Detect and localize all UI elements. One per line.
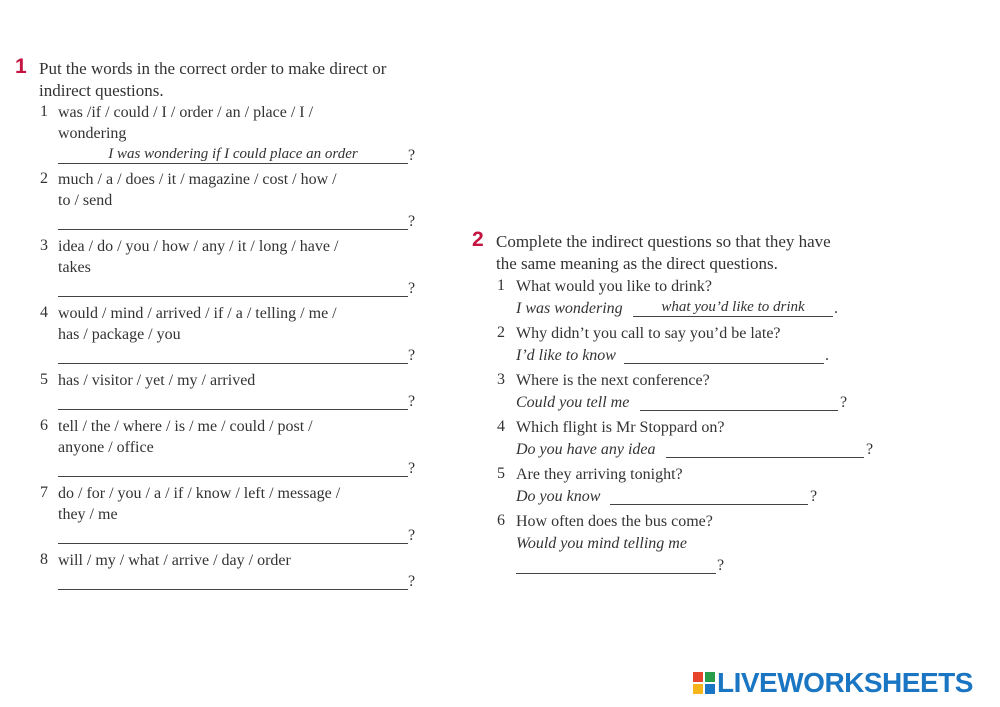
ex1-item-8-number: 8 — [40, 551, 48, 568]
ex1-item-4-number: 4 — [40, 304, 48, 321]
ex2-item-5-question: Are they arriving tonight? — [516, 466, 683, 483]
ex2-item-4-answer-field[interactable] — [666, 457, 864, 458]
ex1-item-6-words-line-2: anyone / office — [58, 439, 154, 456]
ex1-item-6-words-line-1: tell / the / where / is / me / could / post / — [58, 418, 313, 435]
ex1-item-1-question-mark: ? — [408, 147, 416, 164]
ex2-item-1-prompt: I was wondering — [516, 300, 623, 317]
ex2-item-1-number: 1 — [497, 277, 505, 294]
ex1-item-1-answer-field[interactable] — [58, 146, 408, 164]
exercise-1-instruction-line-1: Put the words in the correct order to make direct or — [39, 59, 387, 78]
ex2-item-3-end-punctuation: ? — [840, 394, 848, 411]
ex1-item-8-words-line-1: will / my / what / arrive / day / order — [58, 552, 291, 569]
ex2-item-1-question: What would you like to drink? — [516, 278, 712, 295]
ex1-item-2-words-line-1: much / a / does / it / magazine / cost / how / — [58, 171, 337, 188]
ex2-item-5-answer-field[interactable] — [610, 504, 808, 505]
liveworksheets-logo — [693, 668, 973, 698]
ex1-item-4-words-line-1: would / mind / arrived / if / a / telling / me / — [58, 305, 337, 322]
liveworksheets-logo-icon — [693, 672, 715, 694]
ex2-item-3-prompt: Could you tell me — [516, 394, 630, 411]
exercise-2-instruction-line-1: Complete the indirect questions so that they have — [496, 232, 831, 251]
ex1-item-4-question-mark: ? — [408, 347, 416, 364]
ex2-item-4-number: 4 — [497, 418, 505, 435]
ex1-item-7-words-line-2: they / me — [58, 506, 118, 523]
ex2-item-6-question: How often does the bus come? — [516, 513, 713, 530]
ex1-item-5-answer-field[interactable] — [58, 409, 408, 410]
ex2-item-4-end-punctuation: ? — [866, 441, 874, 458]
ex2-item-3-question: Where is the next conference? — [516, 372, 710, 389]
ex2-item-3-answer-field[interactable] — [640, 410, 838, 411]
ex2-item-1-answer: what you’d like to drink — [661, 299, 805, 315]
ex2-item-6-answer-field[interactable] — [516, 573, 716, 574]
ex1-item-3-number: 3 — [40, 237, 48, 254]
ex1-item-1-number: 1 — [40, 103, 48, 120]
ex2-item-6-number: 6 — [497, 512, 505, 529]
ex2-item-4-question: Which flight is Mr Stoppard on? — [516, 419, 725, 436]
exercise-1-number: 1 — [15, 55, 27, 78]
ex1-item-4-answer-field[interactable] — [58, 363, 408, 364]
ex2-item-1-answer-field[interactable] — [633, 299, 833, 317]
ex1-item-6-question-mark: ? — [408, 460, 416, 477]
ex1-item-4-words-line-2: has / package / you — [58, 326, 181, 343]
exercise-2-instruction-line-2: the same meaning as the direct questions. — [496, 254, 778, 273]
ex1-item-6-answer-field[interactable] — [58, 476, 408, 477]
ex1-item-2-number: 2 — [40, 170, 48, 187]
ex2-item-2-end-punctuation: . — [825, 347, 829, 364]
ex1-item-8-question-mark: ? — [408, 573, 416, 590]
ex2-item-2-question: Why didn’t you call to say you’d be late? — [516, 325, 781, 342]
ex2-item-5-end-punctuation: ? — [810, 488, 818, 505]
ex2-item-5-prompt: Do you know — [516, 488, 601, 505]
ex1-item-7-answer-field[interactable] — [58, 543, 408, 544]
ex2-item-6-prompt: Would you mind telling me — [516, 535, 687, 552]
ex2-item-4-prompt: Do you have any idea — [516, 441, 656, 458]
ex2-item-5-number: 5 — [497, 465, 505, 482]
ex1-item-2-question-mark: ? — [408, 213, 416, 230]
ex1-item-5-number: 5 — [40, 371, 48, 388]
ex1-item-6-number: 6 — [40, 417, 48, 434]
ex1-item-1-answer: I was wondering if I could place an order — [108, 146, 358, 162]
ex1-item-2-answer-field[interactable] — [58, 229, 408, 230]
ex2-item-2-prompt: I’d like to know — [516, 347, 616, 364]
ex1-item-7-words-line-1: do / for / you / a / if / know / left / message / — [58, 485, 341, 502]
ex1-item-3-words-line-1: idea / do / you / how / any / it / long / have / — [58, 238, 339, 255]
ex2-item-1-end-punctuation: . — [834, 300, 838, 317]
ex2-item-2-number: 2 — [497, 324, 505, 341]
ex2-item-6-end-punctuation: ? — [717, 557, 725, 574]
ex1-item-5-question-mark: ? — [408, 393, 416, 410]
ex1-item-2-words-line-2: to / send — [58, 192, 113, 209]
ex2-item-2-answer-field[interactable] — [624, 363, 824, 364]
ex1-item-5-words-line-1: has / visitor / yet / my / arrived — [58, 372, 256, 389]
ex1-item-7-number: 7 — [40, 484, 48, 501]
ex1-item-3-answer-field[interactable] — [58, 296, 408, 297]
ex1-item-3-words-line-2: takes — [58, 259, 91, 276]
ex1-item-1-words-line-1: was /if / could / I / order / an / place / I / — [58, 104, 314, 121]
ex2-item-3-number: 3 — [497, 371, 505, 388]
ex1-item-1-words-line-2: wondering — [58, 125, 127, 142]
ex1-item-7-question-mark: ? — [408, 527, 416, 544]
ex1-item-8-answer-field[interactable] — [58, 589, 408, 590]
exercise-2-number: 2 — [472, 228, 484, 251]
ex1-item-3-question-mark: ? — [408, 280, 416, 297]
liveworksheets-logo-text: LIVEWORKSHEETS — [717, 667, 973, 698]
exercise-1-instruction-line-2: indirect questions. — [39, 81, 164, 100]
